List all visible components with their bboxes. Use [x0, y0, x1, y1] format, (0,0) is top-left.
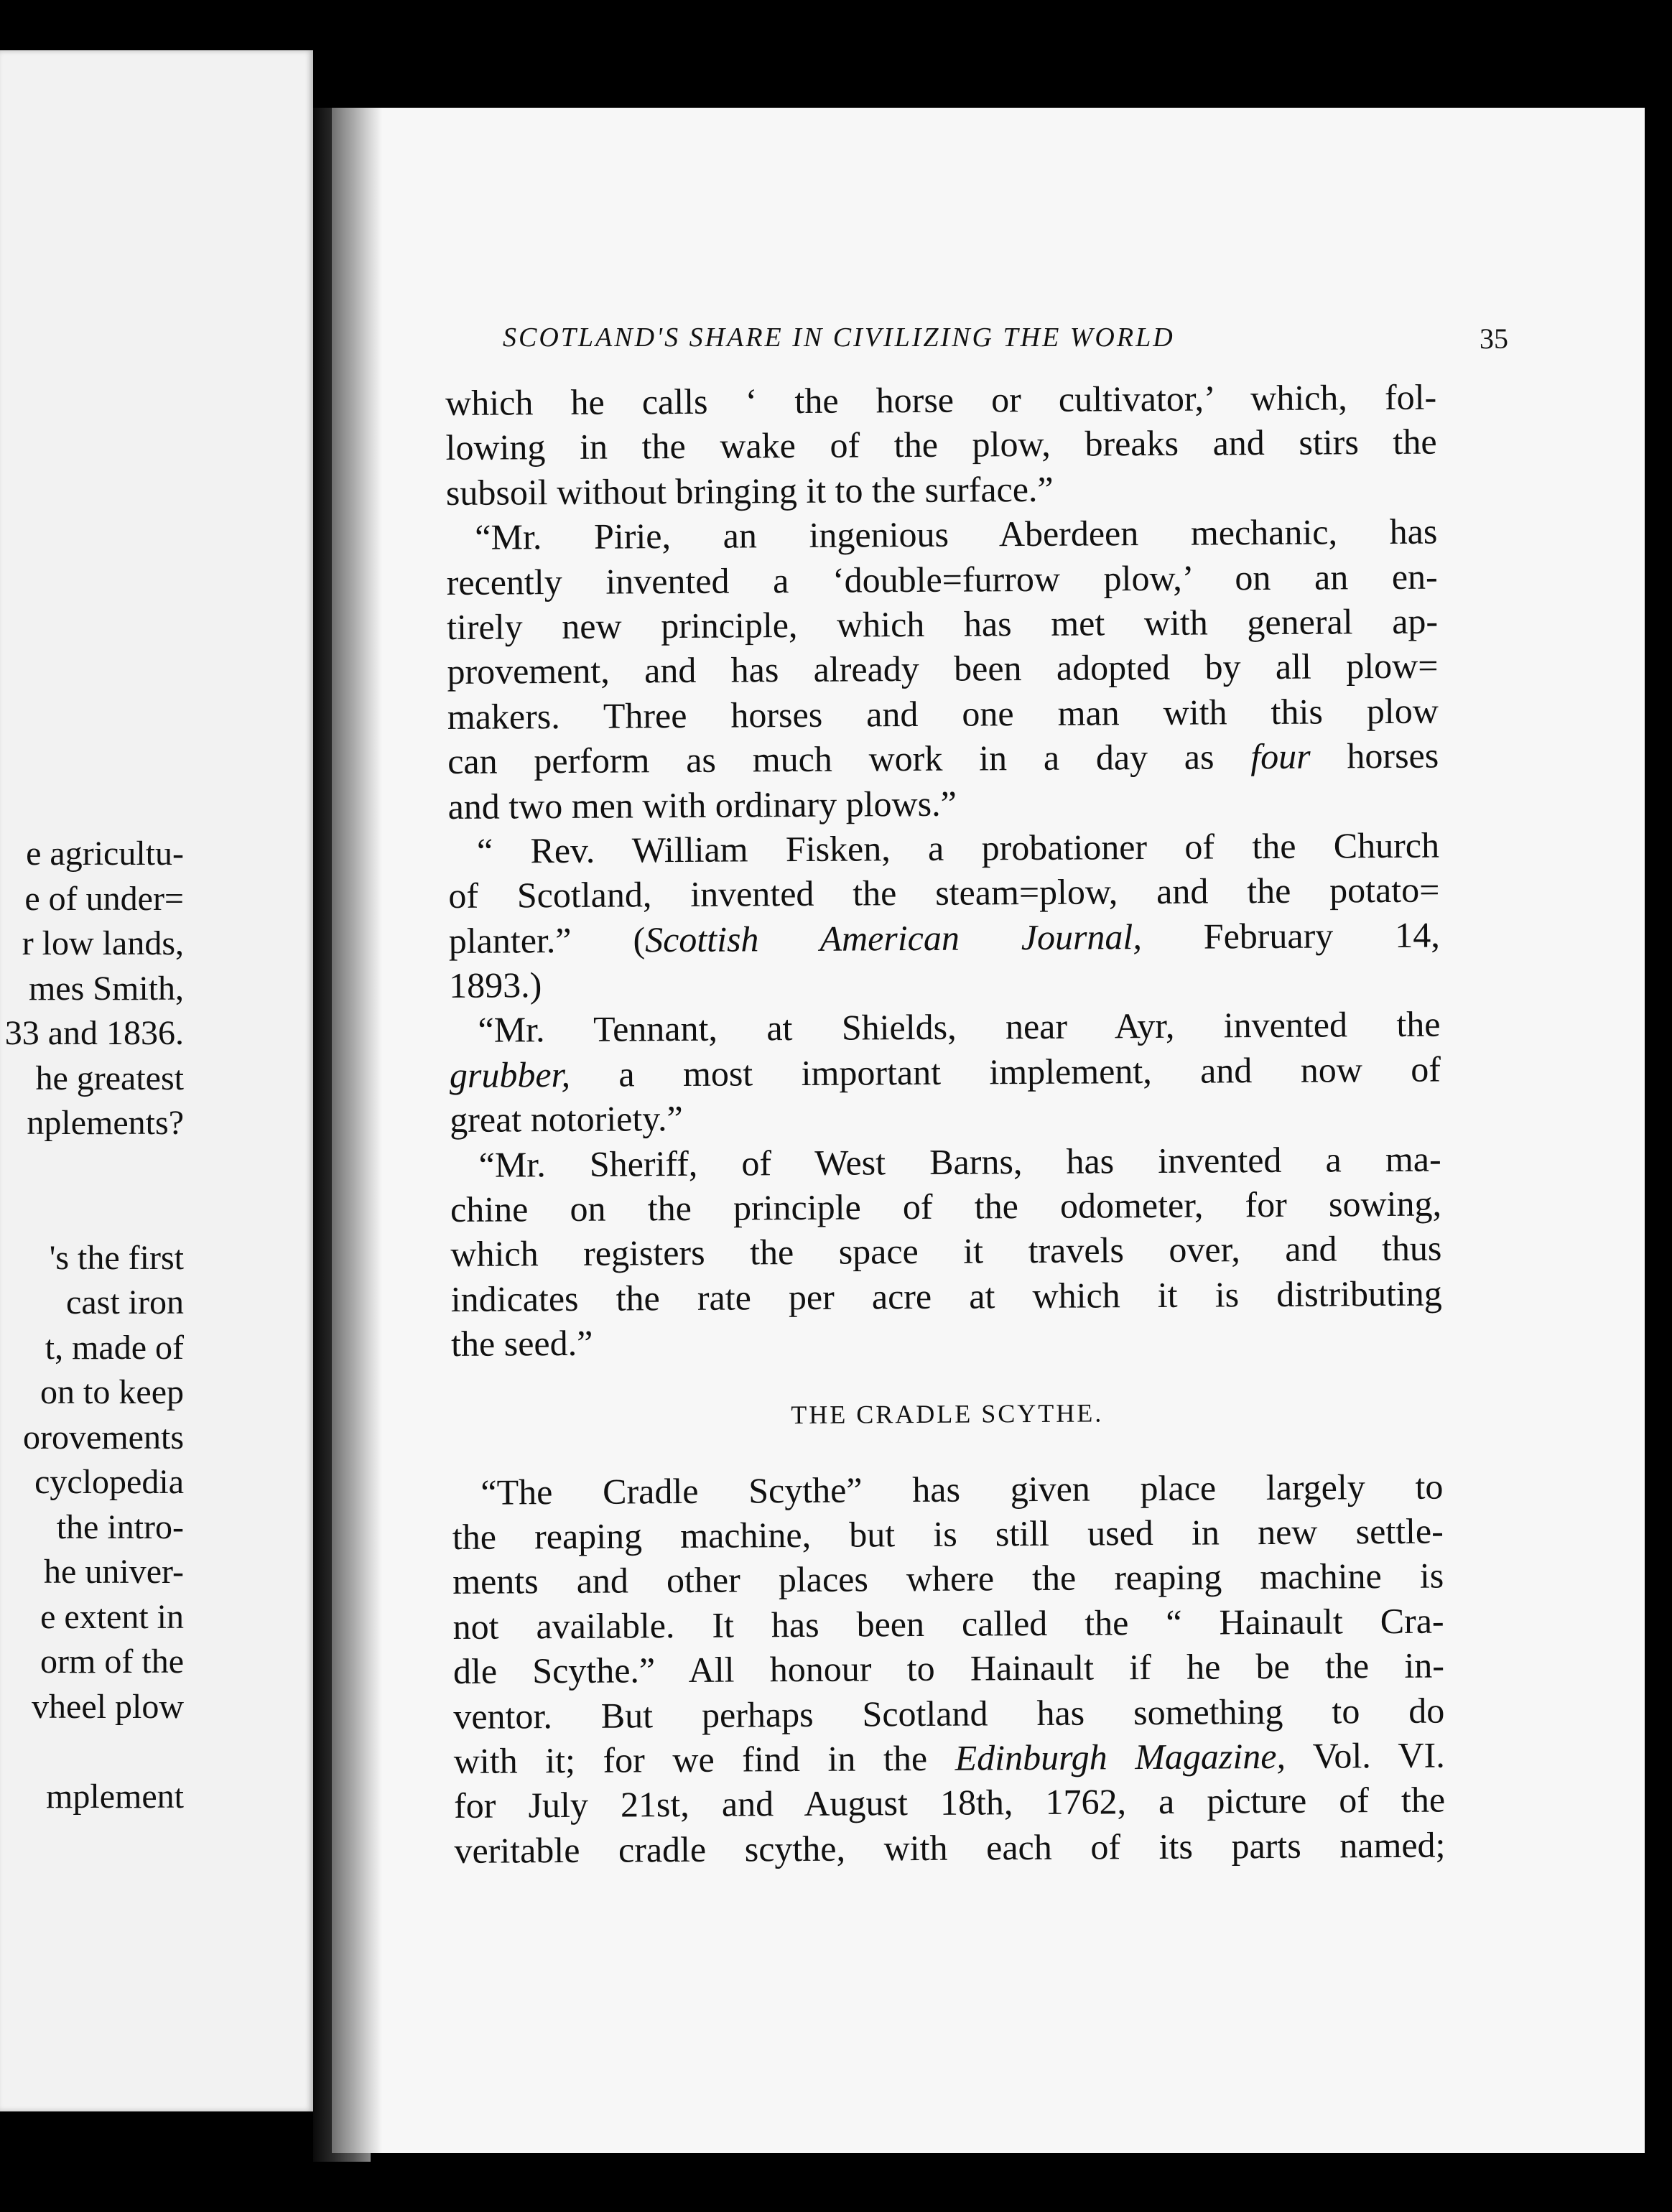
left-page-text [5, 832, 184, 1819]
italic-run: four [1250, 735, 1311, 777]
text-run: with it; for we find in the [453, 1737, 955, 1781]
left-page-line: vheel plow [32, 1687, 184, 1726]
text-line: ments and other places where the reaping machine is [452, 1555, 1444, 1602]
left-page-line: e agricultu- [26, 835, 184, 873]
text-line [454, 1732, 1445, 1783]
page-body [445, 375, 1446, 1874]
left-page-line: 33 and 1836. [4, 1014, 184, 1052]
left-page-line [5, 1146, 184, 1191]
italic-run: Scottish American Journal, [644, 916, 1143, 960]
left-page-line: he greatest [35, 1059, 184, 1097]
left-page-line: the intro- [56, 1507, 184, 1546]
text-line: dle Scythe.” All honour to Hainault if he be the in- [452, 1645, 1445, 1692]
text-line: for July 21st, and August 18th, 1762, a picture of the [453, 1779, 1446, 1826]
left-page-line: cast iron [66, 1283, 184, 1321]
left-page-line: mes Smith, [28, 969, 184, 1008]
left-page-line: 's the first [49, 1238, 184, 1277]
left-page-line: nplements? [27, 1104, 184, 1142]
text-line: chine on the principle of the odometer, for sowing, [450, 1183, 1442, 1230]
left-page-line: e of under= [24, 879, 184, 918]
text-line [449, 912, 1440, 963]
page-number: 35 [1480, 322, 1508, 355]
text-line: provement, and has already been adopted by all plow= [447, 645, 1439, 692]
text-line: “Mr. Pirie, an ingenious Aberdeen mechanic, has [475, 511, 1438, 557]
text-line: which registers the space it travels over, and thus [450, 1227, 1442, 1275]
left-page-line: r low lands, [22, 924, 184, 962]
text-line: ventor. But perhaps Scotland has something to do [453, 1690, 1445, 1737]
text-line: “ Rev. William Fisken, a probationer of the Church [476, 824, 1440, 871]
text-line: indicates the rate per acre at which it is distributing [450, 1273, 1442, 1319]
text-line: 1893.) [448, 965, 542, 1006]
text-line [450, 1046, 1441, 1097]
text-line: subsoil without bringing it to the surface.” [445, 468, 1054, 513]
text-run: a most important implement, and now of [570, 1049, 1441, 1095]
text-line: tirely new principle, which has met with general ap- [446, 600, 1439, 647]
italic-run: grubber, [449, 1054, 571, 1095]
left-page-line: t, made of [45, 1328, 184, 1367]
left-facing-page [0, 50, 313, 2111]
left-page-line: orm of the [40, 1642, 184, 1681]
text-line: makers. Three horses and one man with this plow [447, 690, 1439, 737]
left-page-line: mplement [46, 1777, 184, 1816]
italic-run: Edinburgh Magazine, [955, 1735, 1286, 1778]
left-page-line: cyclopedia [34, 1463, 184, 1501]
text-line: “Mr. Sheriff, of West Barns, has invented a ma- [478, 1138, 1441, 1185]
left-page-line: orovements [23, 1418, 184, 1456]
text-line: which he calls ‘ the horse or cultivator,’ which, fol- [445, 376, 1437, 423]
text-run: February 14, [1141, 914, 1440, 957]
text-run: can perform as much work in a day as [447, 736, 1251, 782]
text-line: lowing in the wake of the plow, breaks and stirs the [445, 421, 1437, 468]
text-line: of Scotland, invented the steam=plow, and the potato= [448, 869, 1440, 916]
text-line: the reaping machine, but is still used in new settle- [452, 1510, 1444, 1557]
text-line [447, 733, 1439, 784]
left-page-line: on to keep [40, 1373, 184, 1411]
text-line: the seed.” [451, 1322, 593, 1365]
left-page-line [5, 1729, 184, 1775]
text-run: Vol. VI. [1285, 1734, 1445, 1776]
text-line: great notoriety.” [450, 1098, 683, 1140]
left-page-line: e extent in [40, 1597, 184, 1636]
section-heading: THE CRADLE SCYTHE. [791, 1398, 1104, 1429]
text-line: “The Cradle Scythe” has given place largely to [480, 1466, 1444, 1512]
text-line: recently invented a ‘double=furrow plow,’ on an en- [446, 556, 1438, 603]
text-run: horses [1310, 735, 1439, 776]
text-line: “Mr. Tennant, at Shields, near Ayr, invented the [478, 1004, 1441, 1051]
running-head [503, 322, 1508, 353]
left-page-line: he univer- [44, 1553, 184, 1591]
text-line: and two men with ordinary plows.” [447, 783, 957, 827]
right-page [332, 108, 1645, 2153]
left-page-line [5, 1191, 184, 1236]
text-line: not available. It has been called the “ Hainault Cra- [452, 1600, 1444, 1647]
text-line: veritable cradle scythe, with each of its parts named; [454, 1824, 1446, 1871]
text-run: planter.” ( [448, 919, 646, 961]
running-head-title: SCOTLAND'S SHARE IN CIVILIZING THE WORLD [503, 322, 1175, 353]
